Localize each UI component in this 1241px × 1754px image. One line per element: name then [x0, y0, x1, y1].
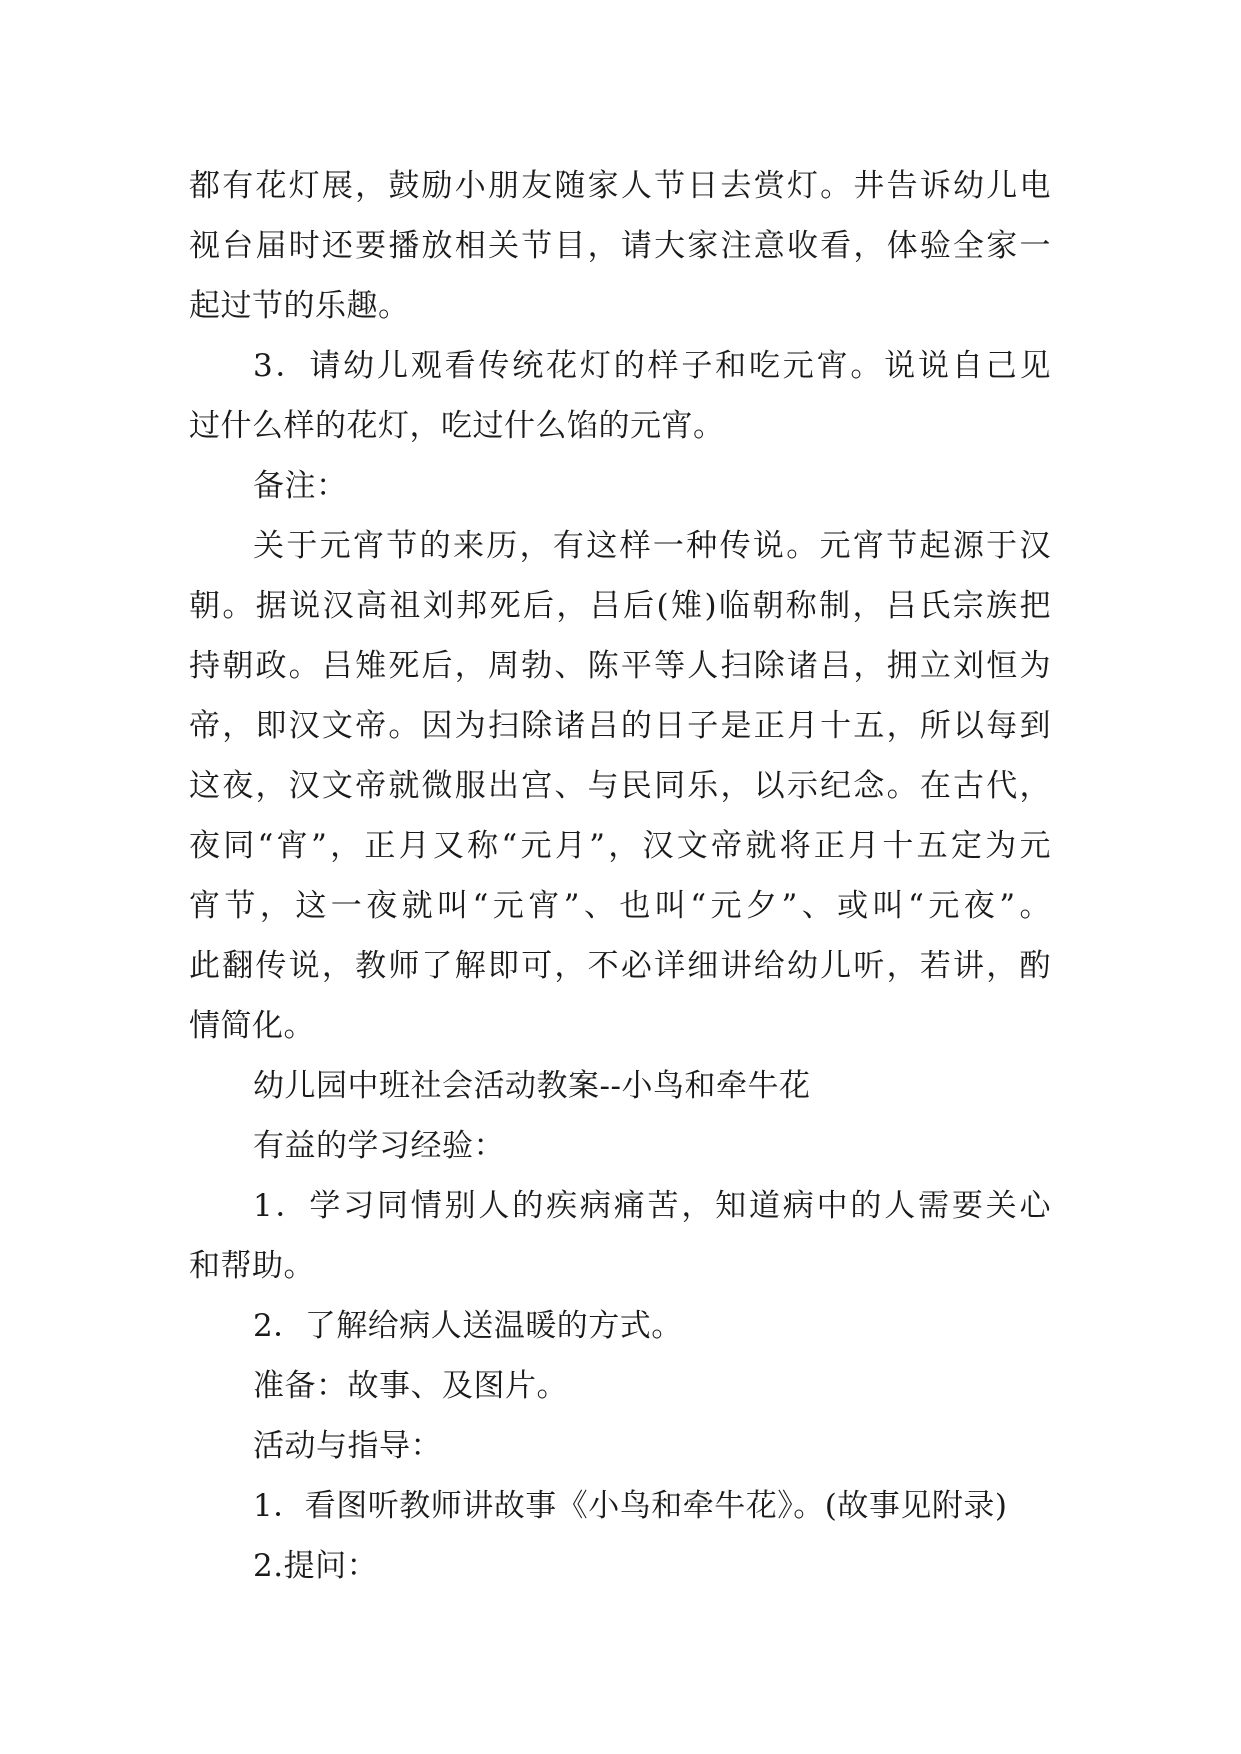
text-line: 朝。据说汉高祖刘邦死后，吕后(雉)临朝称制，吕氏宗族把 [189, 588, 1051, 624]
text-line: 都有花灯展，鼓励小朋友随家人节日去赏灯。井告诉幼儿电 [189, 168, 1051, 204]
text-line: 3．请幼儿观看传统花灯的样子和吃元宵。说说自己见 [253, 348, 1051, 384]
text-line: 这夜，汉文帝就微服出宫、与民同乐，以示纪念。在古代， [189, 768, 1051, 804]
text-line: 此翻传说，教师了解即可，不必详细讲给幼儿听，若讲，酌 [189, 948, 1051, 984]
text-line: 持朝政。吕雉死后，周勃、陈平等人扫除诸吕，拥立刘恒为 [189, 648, 1051, 684]
section-heading-notes: 备注： [253, 468, 348, 504]
text-line: 过什么样的花灯，吃过什么馅的元宵。 [189, 408, 725, 444]
text-line: 2．了解给病人送温暖的方式。 [253, 1308, 683, 1344]
section-heading-preparation: 准备：故事、及图片。 [253, 1368, 568, 1404]
text-line: 夜同“宵”，正月又称“元月”，汉文帝就将正月十五定为元 [189, 828, 1051, 864]
text-line: 情简化。 [189, 1008, 315, 1044]
text-line: 1．学习同情别人的疾病痛苦，知道病中的人需要关心 [253, 1188, 1051, 1224]
section-heading-experience: 有益的学习经验： [253, 1128, 505, 1164]
text-line: 和帮助。 [189, 1248, 315, 1284]
text-line: 1．看图听教师讲故事《小鸟和牵牛花》。(故事见附录) [253, 1488, 1008, 1524]
document-body [189, 156, 1051, 1596]
text-line: 起过节的乐趣。 [189, 288, 410, 324]
text-line: 2.提问： [253, 1548, 379, 1584]
section-heading-activity: 活动与指导： [253, 1428, 442, 1464]
text-line: 视台届时还要播放相关节目，请大家注意收看，体验全家一 [189, 228, 1051, 264]
text-line: 帝，即汉文帝。因为扫除诸吕的日子是正月十五，所以每到 [189, 708, 1051, 744]
text-line: 关于元宵节的来历，有这样一种传说。元宵节起源于汉 [253, 528, 1051, 564]
text-line: 宵节，这一夜就叫“元宵”、也叫“元夕”、或叫“元夜”。 [189, 888, 1051, 924]
lesson-title: 幼儿园中班社会活动教案--小鸟和牵牛花 [253, 1068, 811, 1104]
